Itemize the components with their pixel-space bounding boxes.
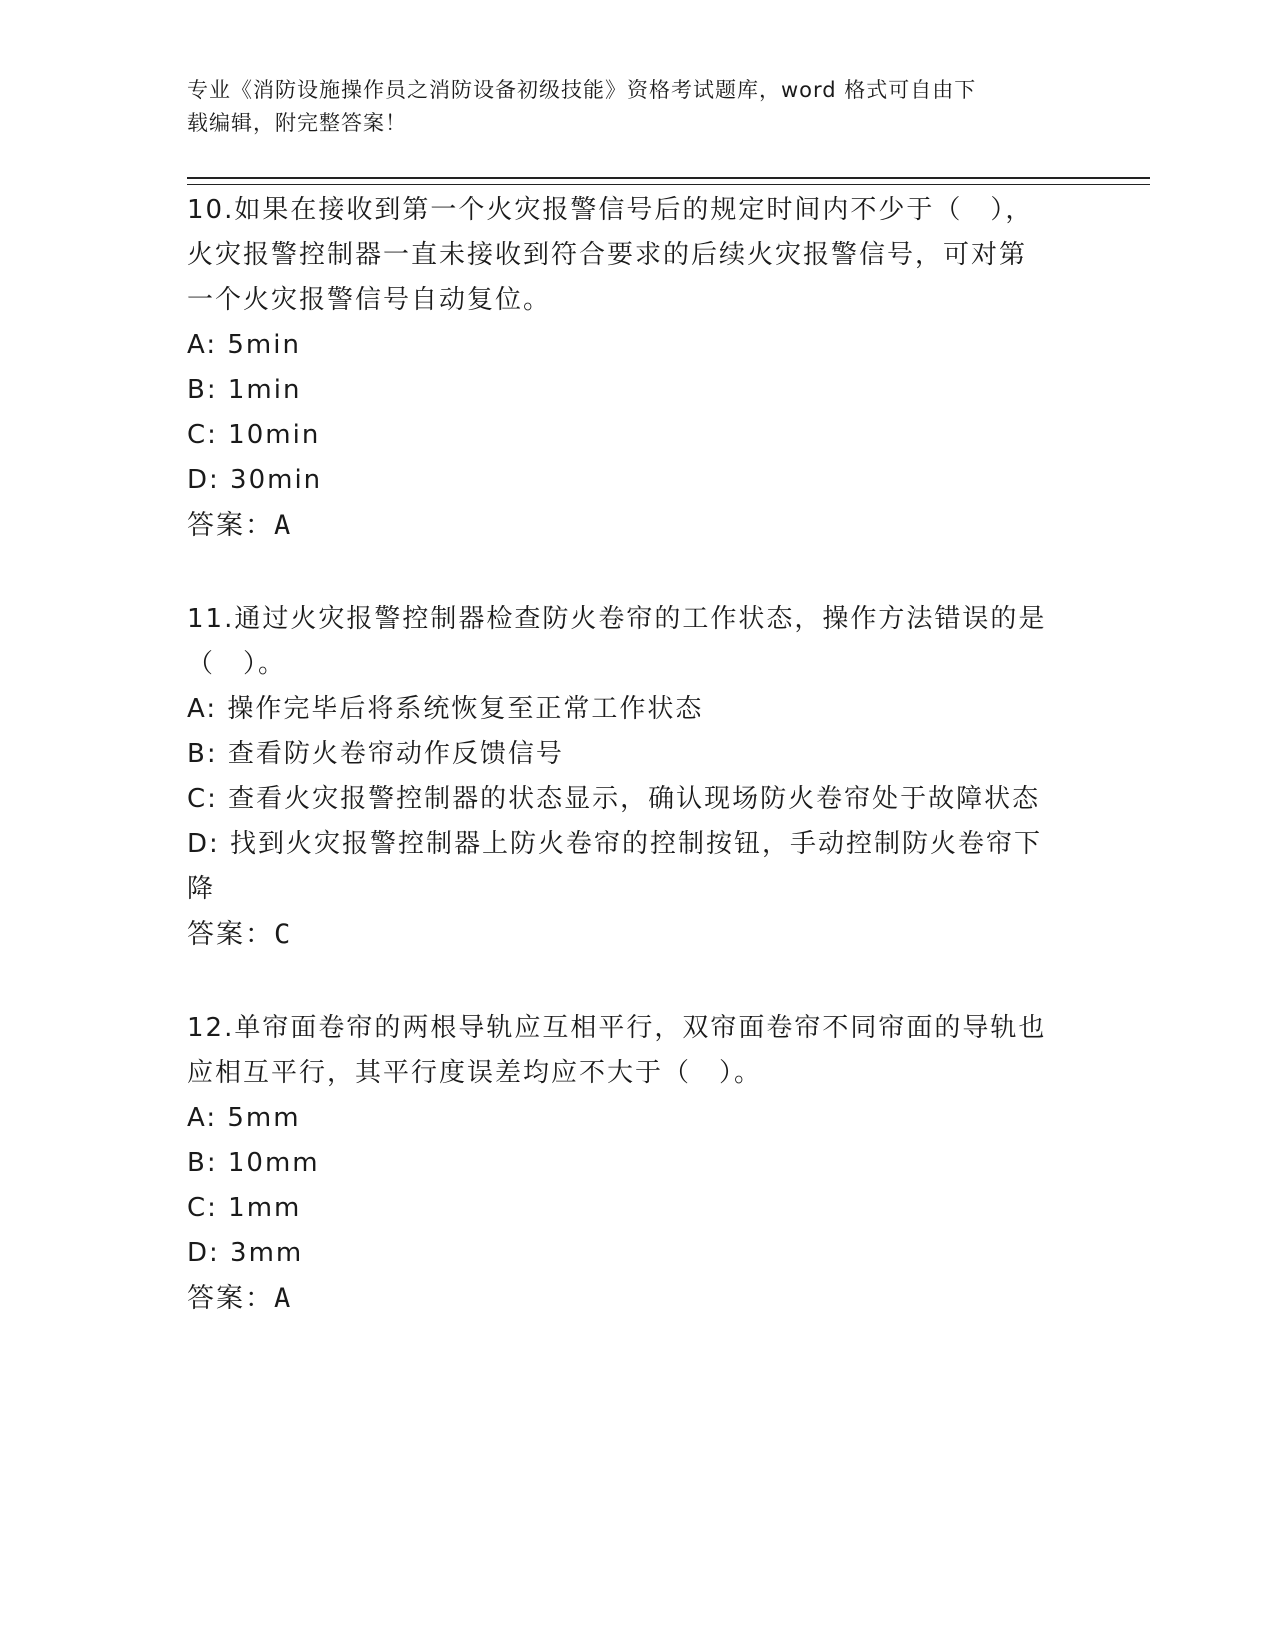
answer-value: A xyxy=(274,510,293,541)
option-d-continued: 降 xyxy=(187,874,216,904)
option-c: C: 1mm xyxy=(187,1193,302,1223)
answer-line xyxy=(187,503,1087,548)
header-line-1: 专业《消防设施操作员之消防设备初级技能》资格考试题库，word 格式可自由下 xyxy=(187,78,977,102)
question-stem-line: 11.通过火灾报警控制器检查防火卷帘的工作状态，操作方法错误的是 xyxy=(187,604,1047,634)
option-a: A: 5min xyxy=(187,330,301,360)
question-stem-line: 一个火灾报警信号自动复位。 xyxy=(187,285,552,315)
question-stem-line: 12.单帘面卷帘的两根导轨应互相平行，双帘面卷帘不同帘面的导轨也 xyxy=(187,1013,1047,1043)
option-a: A: 5mm xyxy=(187,1103,301,1133)
option-d: D: 30min xyxy=(187,465,323,495)
document-header xyxy=(187,74,1067,140)
answer-line xyxy=(187,912,1087,957)
option-d: D: 3mm xyxy=(187,1238,304,1268)
question-stem-line: （ ）。 xyxy=(187,649,287,679)
option-c: C: 10min xyxy=(187,420,321,450)
answer-label: 答案： xyxy=(187,510,274,541)
answer-value: A xyxy=(274,1283,293,1314)
option-a: A: 操作完毕后将系统恢复至正常工作状态 xyxy=(187,694,704,724)
option-b: B: 1min xyxy=(187,375,302,405)
option-b: B: 查看防火卷帘动作反馈信号 xyxy=(187,739,564,769)
answer-value: C xyxy=(274,919,293,950)
question-stem-line: 应相互平行，其平行度误差均应不大于（ ）。 xyxy=(187,1058,763,1088)
answer-line xyxy=(187,1276,1087,1321)
question-stem-line: 10.如果在接收到第一个火灾报警信号后的规定时间内不少于（ ）， xyxy=(187,195,1034,225)
answer-label: 答案： xyxy=(187,919,274,950)
header-line-2: 载编辑，附完整答案！ xyxy=(187,111,407,135)
question-11 xyxy=(187,597,1087,957)
option-b: B: 10mm xyxy=(187,1148,320,1178)
option-d: D: 找到火灾报警控制器上防火卷帘的控制按钮，手动控制防火卷帘下 xyxy=(187,829,1043,859)
question-10 xyxy=(187,188,1087,548)
question-stem-line: 火灾报警控制器一直未接收到符合要求的后续火灾报警信号，可对第 xyxy=(187,240,1028,270)
header-divider xyxy=(187,177,1150,185)
question-12 xyxy=(187,1006,1087,1321)
answer-label: 答案： xyxy=(187,1283,274,1314)
option-c: C: 查看火灾报警控制器的状态显示，确认现场防火卷帘处于故障状态 xyxy=(187,784,1041,814)
